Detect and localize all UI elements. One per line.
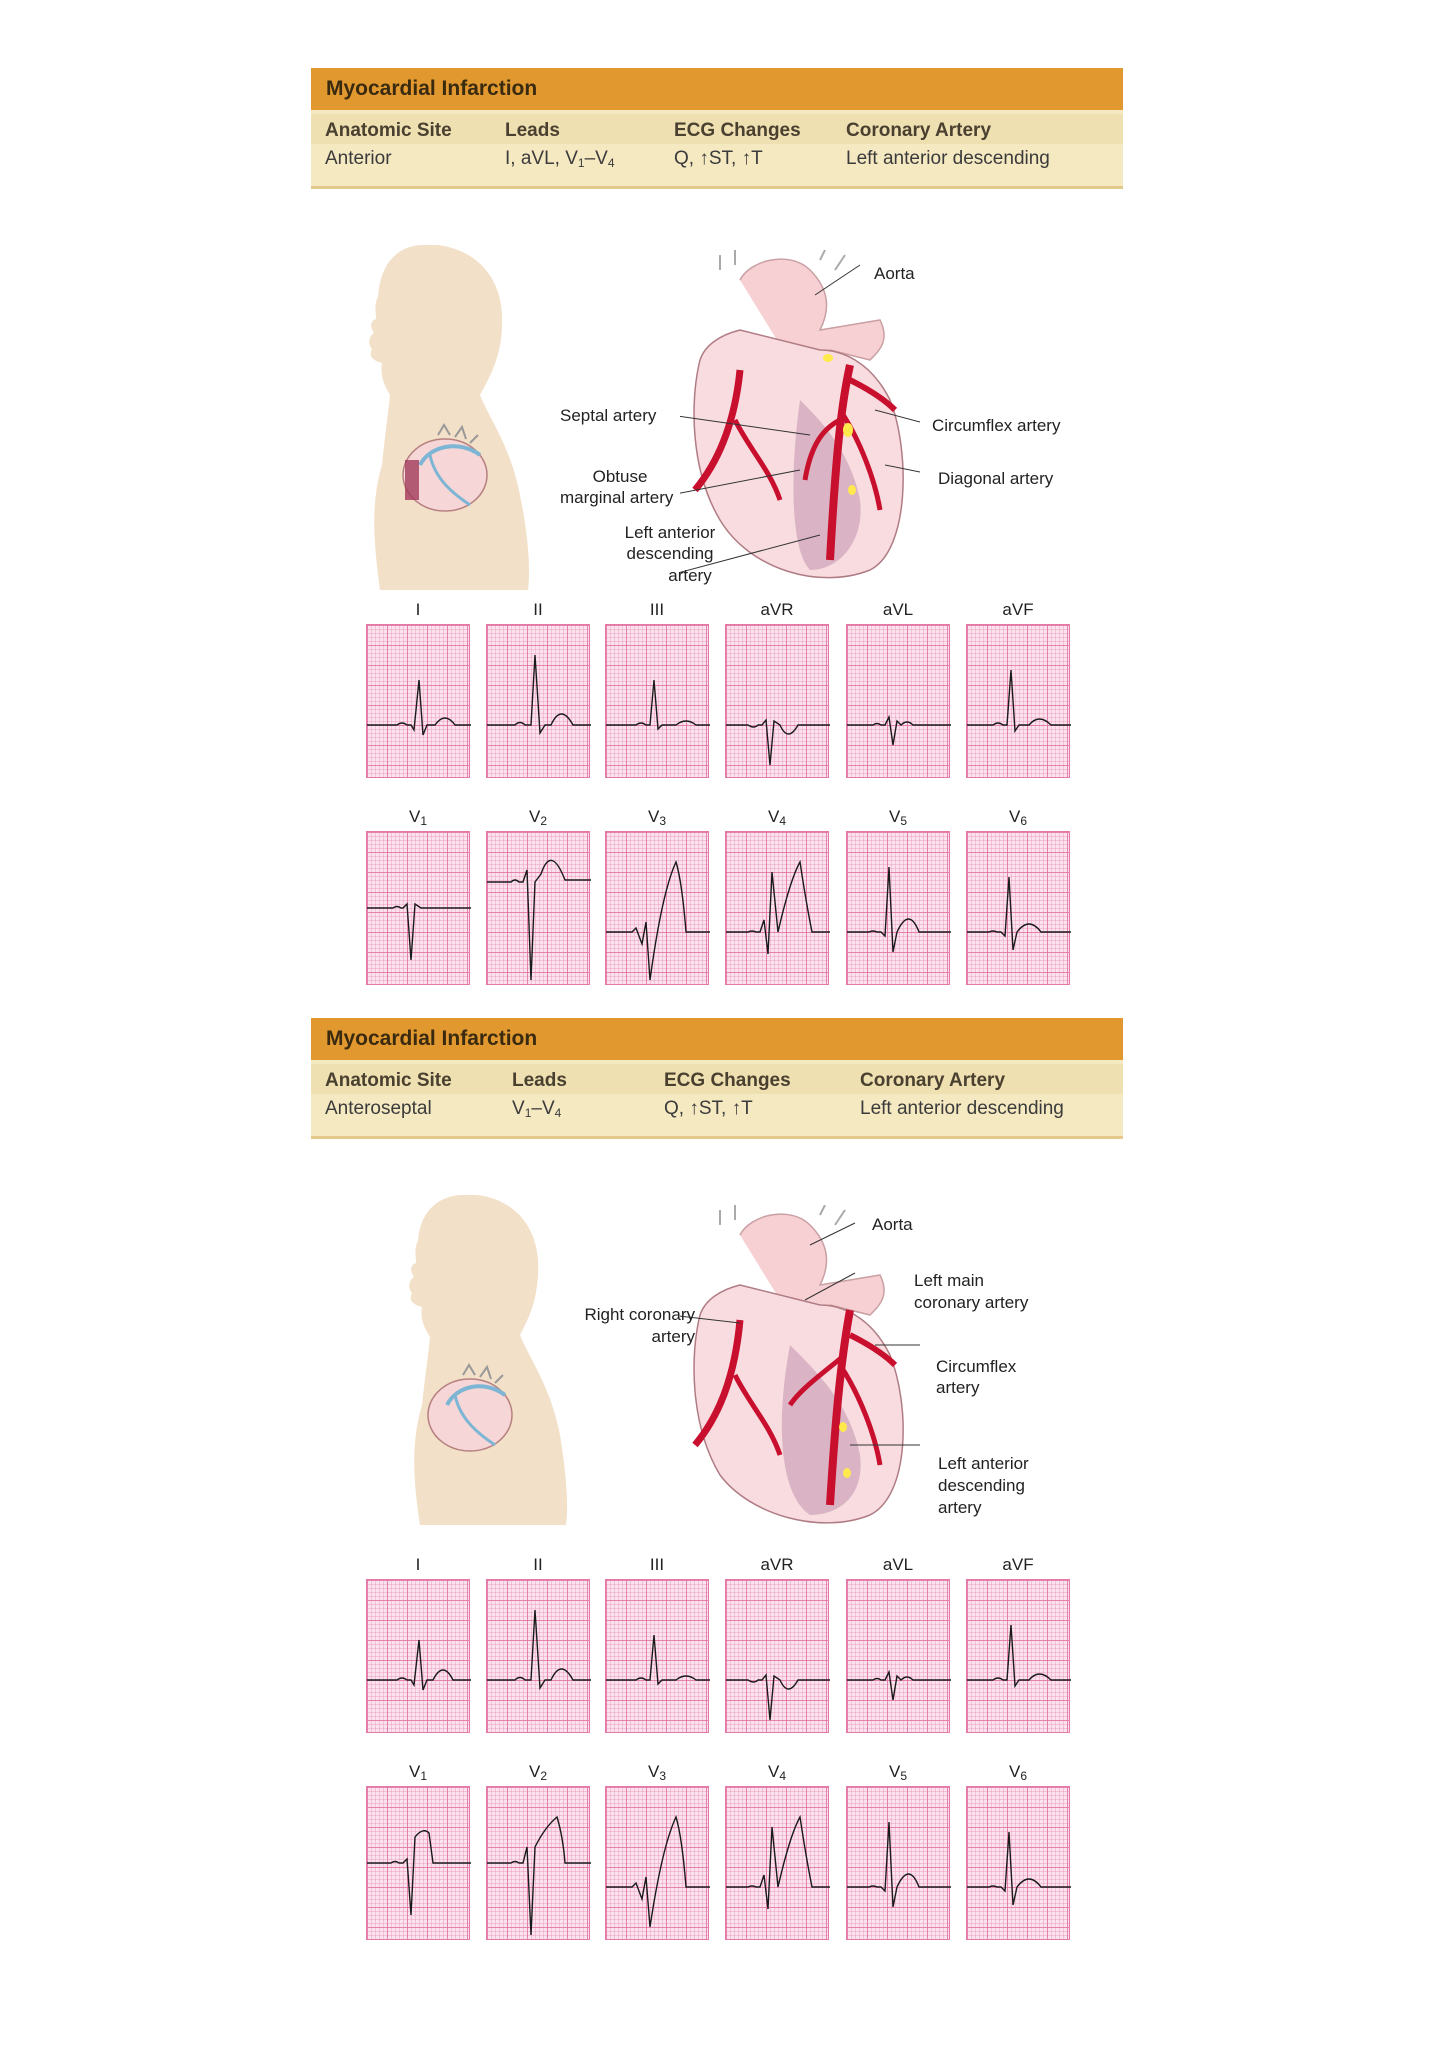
label-diagonal-artery: Diagonal artery [938, 469, 1054, 488]
ecg-tracing-panel [966, 624, 1070, 778]
label-obtuse-marginal-line2: marginal artery [560, 488, 674, 507]
ecg-waveform [726, 1817, 830, 1909]
ecg-waveform [726, 1675, 830, 1720]
value-coronary-artery: Left anterior descending [860, 1098, 1064, 1119]
value-ecg-changes: Q, ↑ST, ↑T [664, 1098, 753, 1119]
mi-info-table [311, 1018, 1123, 1139]
ecg-waveform [487, 655, 591, 733]
label-aorta: Aorta [874, 264, 915, 283]
label-left-main-line1: Left main [914, 1271, 984, 1290]
ecg-lead-label: $V_5$ [888, 807, 908, 828]
ecg-tracing-panel [966, 1786, 1070, 1940]
ecg-tracing-panel [605, 1579, 709, 1733]
label-circumflex-artery: Circumflex artery [932, 416, 1061, 435]
mi-section-anterior [0, 0, 1448, 960]
label-lad-line3: artery [938, 1498, 982, 1517]
header-leads: Leads [505, 120, 560, 141]
ecg-waveform [367, 1640, 471, 1690]
header-leads: Leads [512, 1070, 567, 1091]
heart-illustration [680, 1205, 920, 1535]
ecg-lead-label: $V_4$ [767, 807, 787, 828]
ecg-tracing-panel [366, 1579, 470, 1733]
ecg-lead-label: $V_3$ [647, 807, 667, 828]
ecg-waveform [367, 1831, 471, 1915]
mi-section-anteroseptal [0, 950, 1448, 1910]
ecg-lead-label: I [415, 600, 421, 619]
ecg-waveform [367, 680, 471, 735]
header-anatomic-site: Anatomic Site [325, 120, 452, 141]
mi-info-table [311, 68, 1123, 189]
ecg-waveform [606, 1817, 710, 1927]
ecg-waveform [726, 862, 830, 954]
ecg-lead-label: aVR [760, 1555, 794, 1574]
ecg-tracing-panel [846, 624, 950, 778]
ecg-waveform [847, 1822, 951, 1907]
ecg-tracing-panel [725, 1579, 829, 1733]
ecg-waveform [967, 1832, 1071, 1905]
ecg-tracing-panel [846, 1786, 950, 1940]
table-body [311, 110, 1123, 189]
ecg-lead-label: aVL [882, 600, 914, 619]
ecg-tracing-panel [486, 1786, 590, 1940]
ecg-lead-label: $V_5$ [888, 1762, 908, 1783]
label-right-coronary-line1: Right coronary [584, 1305, 695, 1324]
ecg-waveform [487, 1610, 591, 1688]
table-body [311, 1060, 1123, 1139]
value-leads: I, aVL, $V_1-V_4$ [505, 148, 615, 170]
ecg-lead-label: $V_3$ [647, 1762, 667, 1783]
ecg-lead-label: $V_6$ [1008, 1762, 1028, 1783]
value-ecg-changes: Q, ↑ST, ↑T [674, 148, 763, 169]
ecg-lead-label: $V_1$ [408, 807, 428, 828]
label-lad-line2: descending [626, 544, 714, 563]
ecg-waveform [967, 877, 1071, 950]
label-lad-line1: Left anterior [624, 523, 716, 542]
ecg-lead-label: $V_6$ [1008, 807, 1028, 828]
header-ecg-changes: ECG Changes [664, 1070, 791, 1091]
ecg-tracing-panel [486, 1579, 590, 1733]
ecg-lead-label: I [415, 1555, 421, 1574]
ecg-lead-label: $V_4$ [767, 1762, 787, 1783]
torso-silhouette-image [400, 1195, 580, 1525]
table-title: Myocardial Infarction [311, 68, 1123, 110]
ecg-waveform [847, 1672, 951, 1700]
ecg-tracing-panel [725, 1786, 829, 1940]
ecg-tracing-panel [966, 1579, 1070, 1733]
ecg-lead-label: III [649, 600, 665, 619]
value-anatomic-site: Anteroseptal [325, 1098, 432, 1119]
ecg-lead-label: $V_2$ [528, 1762, 548, 1783]
ecg-tracing-panel [366, 1786, 470, 1940]
label-circumflex-line1: Circumflex [936, 1357, 1017, 1376]
ecg-waveform [606, 680, 710, 729]
value-leads: $V_1-V_4$ [512, 1098, 562, 1120]
ecg-waveform [847, 867, 951, 952]
label-lad-line3: artery [668, 566, 712, 585]
ecg-waveform [726, 720, 830, 765]
ecg-waveform [606, 1635, 710, 1684]
ecg-waveform [847, 717, 951, 745]
ecg-waveform [967, 670, 1071, 731]
label-obtuse-marginal-line1: Obtuse [592, 467, 648, 486]
ecg-tracing-panel [725, 624, 829, 778]
header-coronary-artery: Coronary Artery [860, 1070, 1006, 1091]
label-left-main-line2: coronary artery [914, 1293, 1029, 1312]
ecg-waveform [487, 1817, 591, 1935]
ecg-lead-label: $V_1$ [408, 1762, 428, 1783]
ecg-tracing-panel [605, 1786, 709, 1940]
ecg-lead-label: aVL [882, 1555, 914, 1574]
torso-silhouette-image [360, 245, 540, 590]
ecg-tracing-panel [605, 624, 709, 778]
header-anatomic-site: Anatomic Site [325, 1070, 452, 1091]
header-coronary-artery: Coronary Artery [846, 120, 992, 141]
ecg-waveform [967, 1625, 1071, 1686]
label-lad-line1: Left anterior [938, 1454, 1029, 1473]
value-anatomic-site: Anterior [325, 148, 392, 169]
value-coronary-artery: Left anterior descending [846, 148, 1050, 169]
label-lad-line2: descending [938, 1476, 1025, 1495]
ecg-lead-label: aVF [1002, 1555, 1034, 1574]
ecg-lead-label: aVF [1002, 600, 1034, 619]
ecg-tracing-panel [846, 1579, 950, 1733]
label-right-coronary-line2: artery [651, 1327, 695, 1346]
ecg-lead-label: II [533, 600, 543, 619]
header-ecg-changes: ECG Changes [674, 120, 801, 141]
label-septal-artery: Septal artery [560, 406, 657, 425]
label-aorta: Aorta [872, 1215, 913, 1234]
table-title: Myocardial Infarction [311, 1018, 1123, 1060]
ecg-lead-label: II [533, 1555, 543, 1574]
ecg-lead-label: aVR [760, 600, 794, 619]
ecg-tracing-panel [366, 624, 470, 778]
ecg-tracing-panel [486, 624, 590, 778]
ecg-lead-label: $V_2$ [528, 807, 548, 828]
ecg-lead-label: III [649, 1555, 665, 1574]
label-circumflex-line2: artery [936, 1378, 980, 1397]
